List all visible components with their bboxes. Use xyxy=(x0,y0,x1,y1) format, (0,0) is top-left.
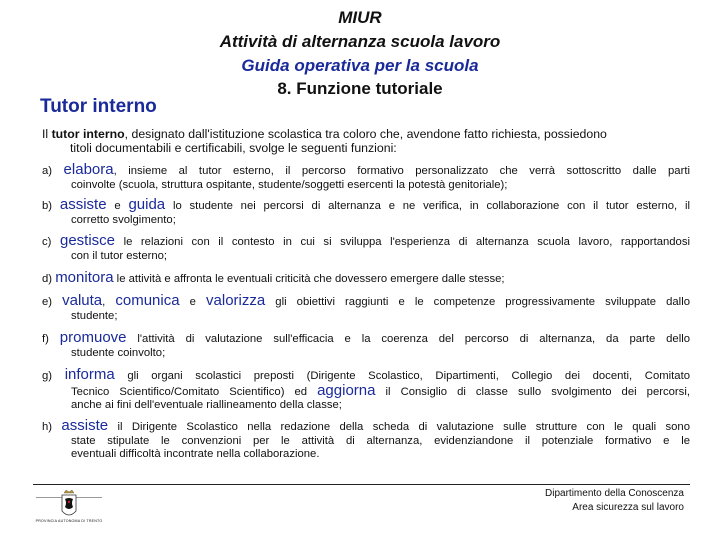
item-keyword: promuove xyxy=(59,329,127,346)
item-letter: h) xyxy=(42,421,53,433)
list-item-a xyxy=(42,163,690,192)
item-text: Tecnico Scientifico/Comitato Scientifico) ed xyxy=(71,385,318,398)
item-text: , xyxy=(102,296,116,308)
item-keyword: aggiorna xyxy=(317,381,376,399)
list-item-c xyxy=(42,234,690,263)
item-text: il Dirigente Scolastico nella redazione della scheda di valutazione sulle strutture con le quali sono xyxy=(108,421,690,433)
item-text: e xyxy=(179,296,207,308)
header-line-subtitle: Guida operativa per la scuola xyxy=(241,56,479,75)
item-text: le relazioni con il contesto in cui si sviluppa l'esperienza di alternanza scuola lavoro, rapportandosi xyxy=(115,236,691,248)
intro-prefix: Il xyxy=(42,127,52,141)
item-text: le attività e affronta le eventuali criticità che dovessero emergere dalle stesse; xyxy=(113,273,505,285)
item-text: gli obiettivi raggiunti e le competenze progressivamente sviluppate dallo xyxy=(265,296,690,308)
header-line-miur: MIUR xyxy=(338,8,382,27)
item-letter: e) xyxy=(42,296,53,308)
item-text-line3: eventuali difficoltà incontrate nella collaborazione. xyxy=(71,448,320,460)
department-name: Dipartimento della Conoscenza xyxy=(545,488,684,499)
item-letter: b) xyxy=(42,200,53,212)
item-letter: g) xyxy=(42,370,53,382)
item-text-line2: state stipulate le convenzioni per le attività di alternanza, evidenziandone il potenziale formativo e le xyxy=(71,434,690,447)
department-block xyxy=(545,487,684,515)
item-text-line2: corretto svolgimento; xyxy=(71,213,176,226)
header-line-section: 8. Funzione tutoriale xyxy=(277,79,443,98)
list-item-g xyxy=(42,368,690,413)
item-text: lo studente nei percorsi di alternanza e ne verifica, in collaborazione con il tutor esterno, il xyxy=(165,200,691,212)
item-keyword: elabora xyxy=(63,161,114,178)
item-text-line2: con il tutor esterno; xyxy=(71,249,168,262)
coat-of-arms-logo xyxy=(36,489,102,523)
list-item-b xyxy=(42,198,690,227)
item-text: il Consiglio di classe sullo svolgimento dei percorsi, xyxy=(375,385,690,398)
department-area: Area sicurezza sul lavoro xyxy=(572,502,684,513)
item-keyword: assiste xyxy=(59,196,107,213)
item-keyword: informa xyxy=(64,366,115,383)
item-text: , insieme al tutor esterno, il percorso formativo personalizzato che verrà sottoscritto dalle parti xyxy=(113,165,690,177)
item-keyword: gestisce xyxy=(59,232,116,249)
item-text-line2: studente; xyxy=(71,309,118,322)
footer-divider xyxy=(33,484,690,485)
intro-text2: titoli documentabili e certificabili, svolge le seguenti funzioni: xyxy=(70,141,397,155)
item-text: gli organi scolastici preposti (Dirigente Scolastico, Dipartimenti, Collegio dei docenti, Comitato xyxy=(114,370,691,382)
item-keyword: assiste xyxy=(61,417,109,434)
item-letter: c) xyxy=(42,236,52,248)
item-letter: d) xyxy=(42,273,53,285)
section-title: Tutor interno xyxy=(40,96,157,117)
intro-bold: tutor interno xyxy=(51,127,125,141)
list-item-e xyxy=(42,294,690,323)
item-keyword: valorizza xyxy=(206,292,266,309)
item-text: e xyxy=(106,200,129,212)
item-keyword: monitora xyxy=(55,269,114,286)
intro-text1: , designato dall'istituzione scolastica tra coloro che, avendone fatto richiesta, possiedono xyxy=(124,127,607,141)
item-letter: f) xyxy=(42,333,49,345)
item-letter: a) xyxy=(42,165,53,177)
item-text-line2: coinvolte (scuola, struttura ospitante, studente/soggetti esercenti la potestà genitoriale); xyxy=(71,178,508,191)
item-text: l'attività di valutazione sull'efficacia e la coerenza del percorso di alternanza, da parte dello xyxy=(126,333,690,345)
intro-paragraph xyxy=(42,127,690,155)
item-text-line2: studente coinvolto; xyxy=(71,346,166,359)
list-item-f xyxy=(42,331,690,360)
list-item-d xyxy=(42,271,690,287)
logo-caption: PROVINCIA AUTONOMA DI TRENTO xyxy=(35,519,103,523)
item-text-line3: anche ai fini dell'eventuale riallineamento della classe; xyxy=(71,399,342,411)
item-keyword: comunica xyxy=(115,292,180,309)
item-keyword: guida xyxy=(128,196,166,213)
header-line-title: Attività di alternanza scuola lavoro xyxy=(219,32,501,51)
item-keyword: valuta xyxy=(62,292,103,309)
list-item-h xyxy=(42,419,690,462)
